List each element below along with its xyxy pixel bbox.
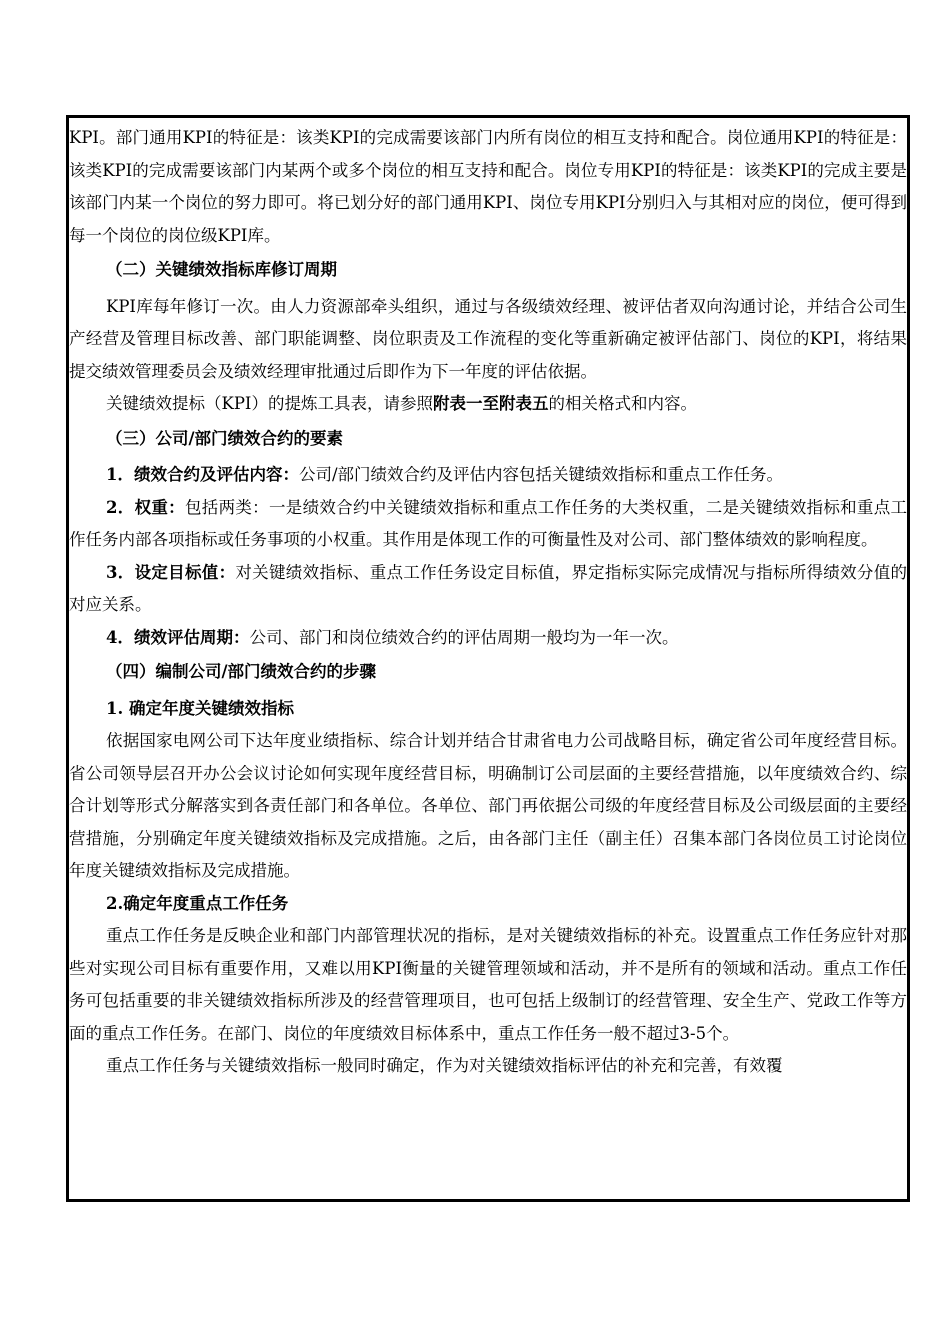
paragraph-annual-kpi: 依据国家电网公司下达年度业绩指标、综合计划并结合甘肃省电力公司战略目标，确定省公司年度经营目标。省公司领导层召开办公会议讨论如何实现年度经营目标，明确制订公司层面的主要经营措施，以年度绩效合约、综合计划等形式分解落实到各责任部门和各单位。各单位、部门再依据公司级的年度经营目标及公司级层面的主要经营措施，分别确定年度关键绩效指标及完成措施。之后，由各部门主任（副主任）召集本部门各岗位员工讨论岗位年度关键绩效指标及完成措施。 — [69, 731, 907, 880]
text-segment: 的相关格式和内容。 — [548, 394, 697, 413]
item-label: 3．设定目标值： — [106, 562, 236, 582]
item-label: 2．权重： — [106, 497, 185, 517]
item-label: 1．绩效合约及评估内容： — [106, 465, 299, 484]
list-item-evaluation-cycle — [69, 622, 907, 655]
paragraph-kpi-tool-table — [69, 388, 907, 421]
bold-reference: 附表一至附表五 — [432, 394, 549, 413]
frame-bottom-border — [66, 1199, 910, 1202]
paragraph-key-tasks: 重点工作任务是反映企业和部门内部管理状况的指标，是对关键绩效指标的补充。设置重点工作任务应针对那些对实现公司目标有重要作用，又难以用KPI衡量的关键管理领域和活动，并不是所有的领域和活动。重点工作任务可包括重要的非关键绩效指标所涉及的经营管理项目，也可包括上级制订的经营管理、安全生产、党政工作等方面的重点工作任务。在部门、岗位的年度绩效目标体系中，重点工作任务一般不超过3-5个。 — [69, 926, 907, 1043]
text-segment: 关键绩效提标（KPI）的提炼工具表，请参照 — [106, 394, 433, 413]
subheading-key-tasks: 2.确定年度重点工作任务 — [106, 893, 289, 913]
list-item-weight — [69, 492, 907, 557]
paragraph-kpi-features: KPI。部门通用KPI的特征是：该类KPI的完成需要该部门内所有岗位的相互支持和配合。岗位通用KPI的特征是：该类KPI的完成需要该部门内某两个或多个岗位的相互支持和配合。岗位专用KPI的特征是：该类KPI的完成主要是该部门内某一个岗位的努力即可。将已划分好的部门通用KPI、岗位专用KPI分别归入与其相对应的岗位，便可得到每一个岗位的岗位级KPI库。 — [69, 128, 907, 245]
document-body — [69, 118, 909, 1083]
item-text: 公司/部门绩效合约及评估内容包括关键绩效指标和重点工作任务。 — [298, 465, 784, 484]
list-item-target-value — [69, 557, 907, 622]
list-item-contract-content — [69, 459, 907, 492]
item-text: 包括两类：一是绩效合约中关键绩效指标和重点工作任务的大类权重，二是关键绩效指标和重点工作任务内部各项指标或任务事项的小权重。其作用是体现工作的可衡量性及对公司、部门整体绩效的影响程度。 — [69, 497, 908, 549]
section-heading-revision-cycle: （二）关键绩效指标库修订周期 — [106, 260, 337, 279]
paragraph-revision-cycle: KPI库每年修订一次。由人力资源部牵头组织，通过与各级绩效经理、被评估者双向沟通讨论，并结合公司生产经营及管理目标改善、部门职能调整、岗位职责及工作流程的变化等重新确定被评估部门、岗位的KPI，将结果提交绩效管理委员会及绩效经理审批通过后即作为下一年度的评估依据。 — [69, 296, 907, 381]
paragraph-key-tasks-coverage: 重点工作任务与关键绩效指标一般同时确定，作为对关键绩效指标评估的补充和完善，有效覆 — [106, 1056, 783, 1075]
section-heading-contract-steps: （四）编制公司/部门绩效合约的步骤 — [106, 662, 377, 681]
subheading-annual-kpi: 1. 确定年度关键绩效指标 — [106, 698, 294, 718]
item-text: 对关键绩效指标、重点工作任务设定目标值，界定指标实际完成情况与指标所得绩效分值的对应关系。 — [69, 562, 908, 614]
item-text: 公司、部门和岗位绩效合约的评估周期一般均为一年一次。 — [249, 627, 679, 647]
section-heading-contract-elements: （三）公司/部门绩效合约的要素 — [106, 428, 344, 448]
document-frame — [66, 115, 910, 1202]
item-label: 4．绩效评估周期： — [106, 627, 250, 647]
